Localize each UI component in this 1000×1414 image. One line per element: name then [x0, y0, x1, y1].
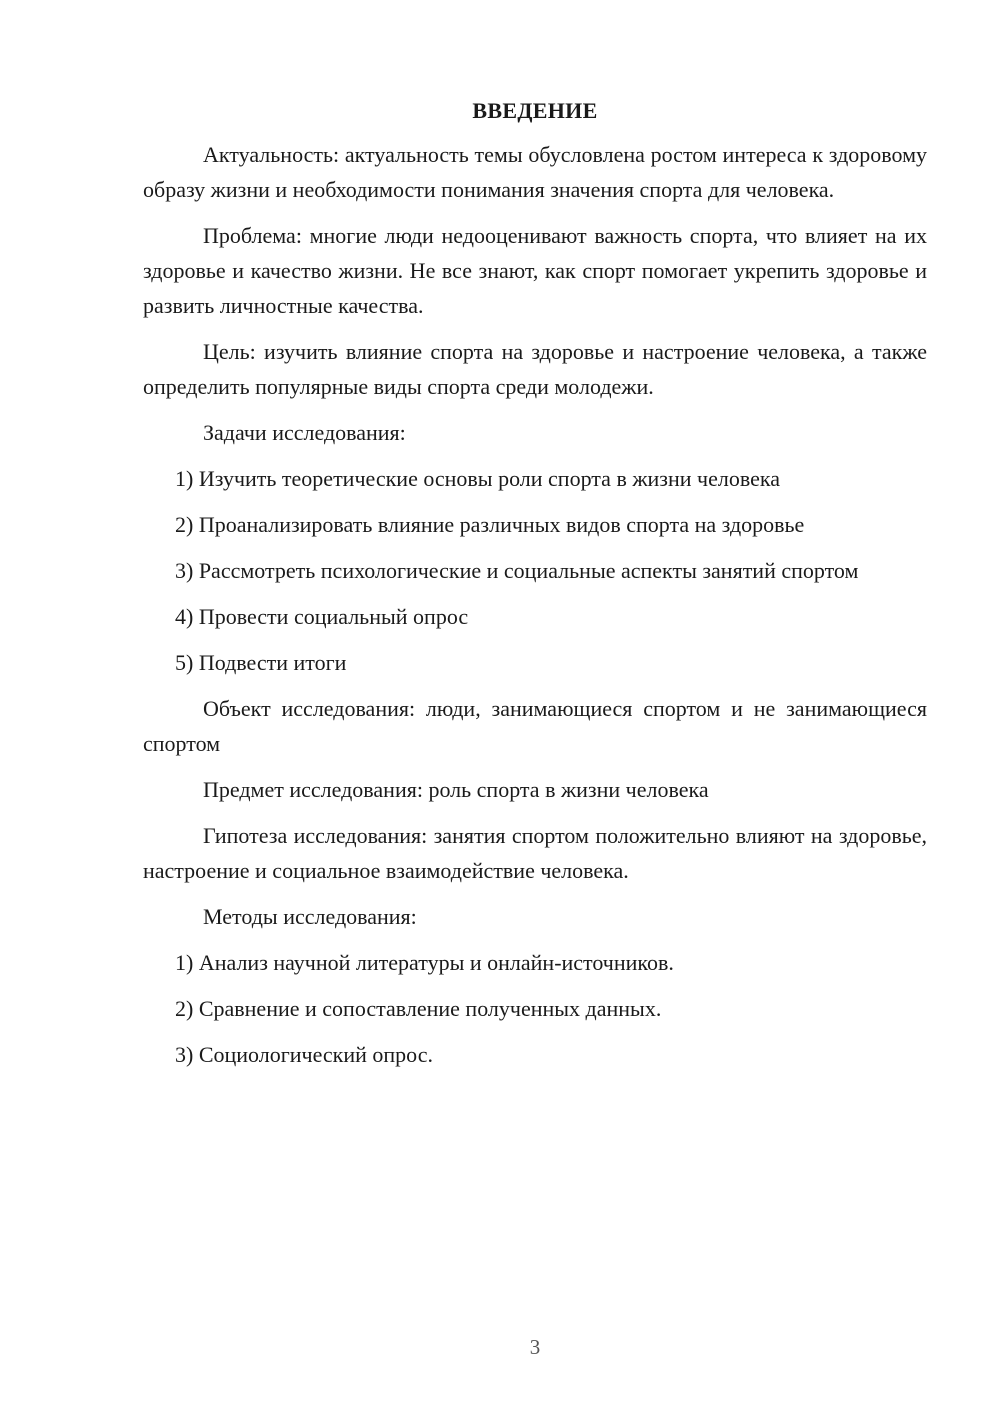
paragraph-methods-heading: Методы исследования:	[203, 904, 417, 929]
task-item-4: 4) Провести социальный опрос	[175, 604, 469, 629]
paragraph-goal: Цель: изучить влияние спорта на здоровье и настроение человека, а также определить популярные виды спорта среди молодежи.	[143, 339, 927, 399]
section-title: ВВЕДЕНИЕ	[472, 98, 598, 123]
method-item-1: 1) Анализ научной литературы и онлайн-источников.	[175, 950, 674, 975]
paragraph-tasks-heading: Задачи исследования:	[203, 420, 406, 445]
page-content	[143, 95, 927, 1083]
page-number: 3	[529, 1335, 541, 1359]
paragraph-subject: Предмет исследования: роль спорта в жизни человека	[203, 777, 709, 802]
method-item-2: 2) Сравнение и сопоставление полученных данных.	[175, 996, 662, 1021]
paragraph-object: Объект исследования: люди, занимающиеся спортом и не занимающиеся спортом	[143, 696, 927, 756]
task-item-5: 5) Подвести итоги	[175, 650, 347, 675]
task-item-1: 1) Изучить теоретические основы роли спорта в жизни человека	[175, 466, 780, 491]
method-item-3: 3) Социологический опрос.	[175, 1042, 433, 1067]
task-item-2: 2) Проанализировать влияние различных видов спорта на здоровье	[175, 512, 805, 537]
paragraph-relevance: Актуальность: актуальность темы обусловлена ростом интереса к здоровому образу жизни и необходимости понимания значения спорта для человека.	[143, 142, 927, 202]
task-item-3: 3) Рассмотреть психологические и социальные аспекты занятий спортом	[175, 558, 859, 583]
paragraph-hypothesis: Гипотеза исследования: занятия спортом положительно влияют на здоровье, настроение и социальное взаимодействие человека.	[143, 823, 927, 883]
paragraph-problem: Проблема: многие люди недооценивают важность спорта, что влияет на их здоровье и качество жизни. Не все знают, как спорт помогает укрепить здоровье и развить личностные качества.	[143, 223, 927, 318]
